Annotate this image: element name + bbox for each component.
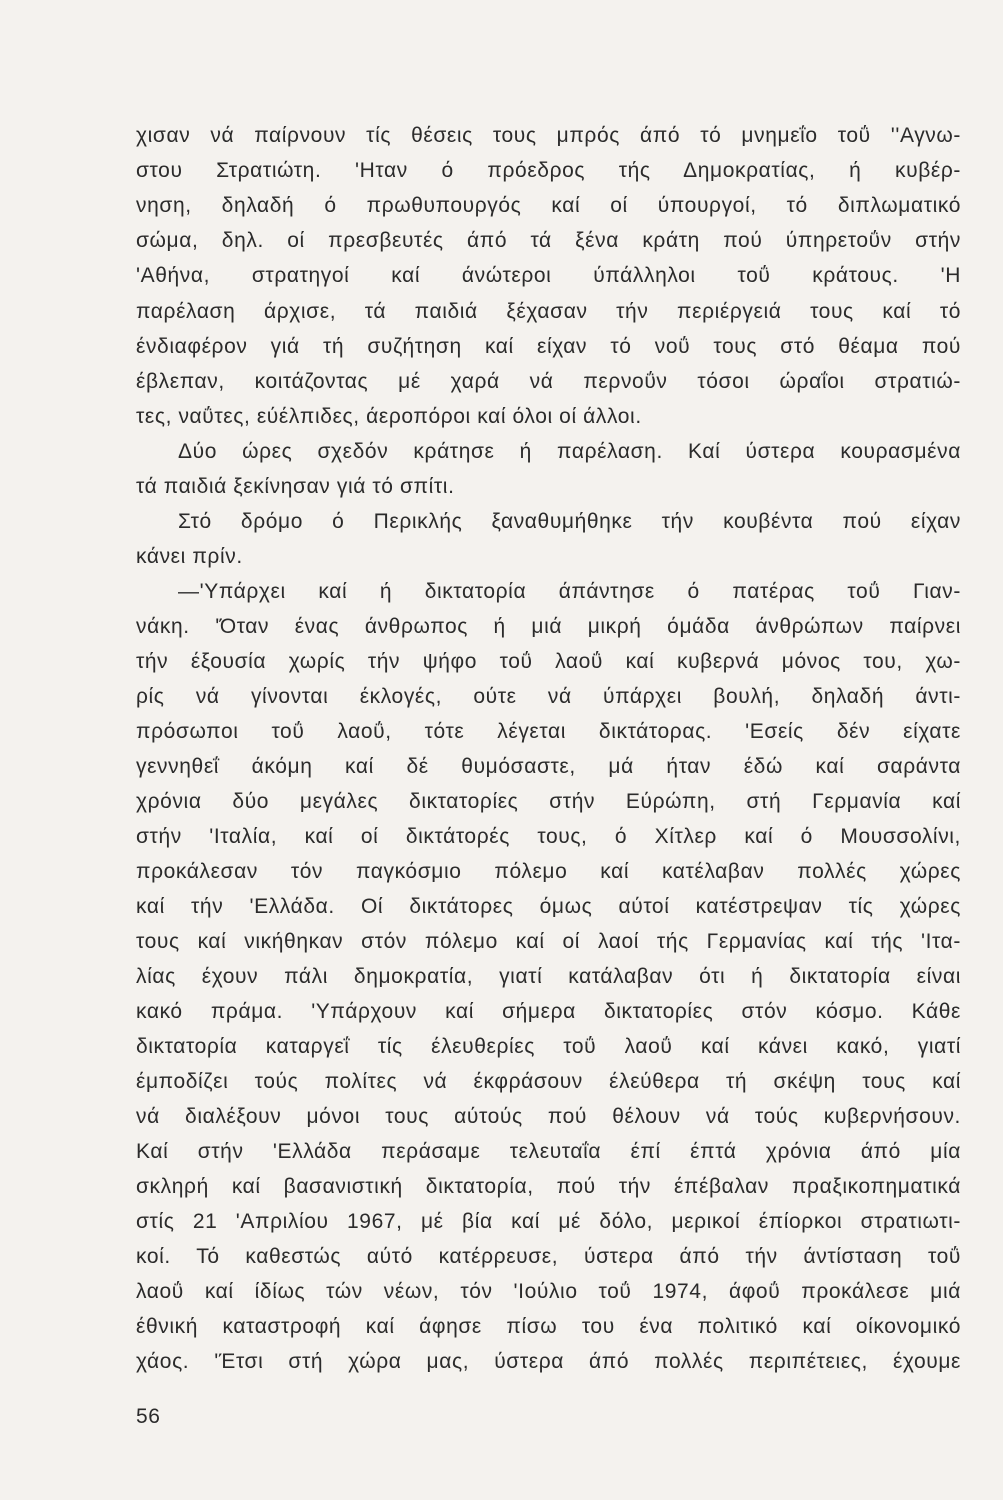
text-line: λαοΰ καί ίδίως τών νέων, τόν 'Ιούλιο τοΰ 1974, άφοΰ προκάλεσε μιά: [136, 1280, 961, 1303]
text-line: τους καί νικήθηκαν στόν πόλεμο καί οί λαοί τής Γερμανίας καί τής 'Ιτα-: [136, 930, 961, 953]
text-line: γεννηθεΐ άκόμη καί δέ θυμόσαστε, μά ήταν έδώ καί σαράντα: [136, 755, 961, 778]
page-number: 56: [136, 1405, 161, 1428]
text-line: παρέλαση άρχισε, τά παιδιά ξέχασαν τήν περιέργειά τους καί τό: [136, 300, 961, 323]
text-line: καί τήν 'Ελλάδα. Οί δικτάτορες όμως αύτοί κατέστρεψαν τίς χώρες: [136, 895, 961, 918]
text-line: προκάλεσαν τόν παγκόσμιο πόλεμο καί κατέλαβαν πολλές χώρες: [136, 860, 961, 883]
text-line: —'Υπάρχει καί ή δικτατορία άπάντησε ό πατέρας τοΰ Γιαν-: [178, 580, 961, 603]
text-line: νάκη. 'Όταν ένας άνθρωπος ή μιά μικρή όμάδα άνθρώπων παίρνει: [136, 615, 961, 638]
text-line: 'Αθήνα, στρατηγοί καί άνώτεροι ύπάλληλοι τοΰ κράτους. 'Η: [136, 264, 961, 287]
text-line: Δύο ώρες σχεδόν κράτησε ή παρέλαση. Καί ύστερα κουρασμένα: [178, 440, 961, 463]
text-line: τες, ναΰτες, εύέλπιδες, άεροπόροι καί όλοι οί άλλοι.: [136, 405, 642, 428]
text-line: κακό πράμα. 'Υπάρχουν καί σήμερα δικτατορίες στόν κόσμο. Κάθε: [136, 1000, 961, 1023]
text-line: τά παιδιά ξεκίνησαν γιά τό σπίτι.: [136, 475, 455, 498]
text-line: χάος. 'Έτσι στή χώρα μας, ύστερα άπό πολλές περιπέτειες, έχουμε: [136, 1350, 961, 1373]
text-line: χισαν νά παίρνουν τίς θέσεις τους μπρός άπό τό μνημεΐο τοΰ ''Αγνω-: [136, 124, 961, 147]
text-line: έμποδίζει τούς πολίτες νά έκφράσουν έλεύθερα τή σκέψη τους καί: [136, 1070, 961, 1093]
text-line: τήν έξουσία χωρίς τήν ψήφο τοΰ λαοΰ καί κυβερνά μόνος του, χω-: [136, 650, 961, 673]
text-line: πρόσωποι τοΰ λαοΰ, τότε λέγεται δικτάτορας. 'Εσείς δέν είχατε: [136, 720, 961, 743]
text-line: έβλεπαν, κοιτάζοντας μέ χαρά νά περνοΰν τόσοι ώραΐοι στρατιώ-: [136, 370, 961, 393]
text-line: στου Στρατιώτη. 'Ηταν ό πρόεδρος τής Δημοκρατίας, ή κυβέρ-: [136, 159, 961, 182]
text-line: έθνική καταστροφή καί άφησε πίσω του ένα πολιτικό καί οίκονομικό: [136, 1315, 961, 1338]
text-line: σώμα, δηλ. οί πρεσβευτές άπό τά ξένα κράτη πού ύπηρετοΰν στήν: [136, 229, 961, 252]
text-line: νηση, δηλαδή ό πρωθυπουργός καί οί ύπουργοί, τό διπλωματικό: [136, 194, 961, 217]
text-line: στήν 'Ιταλία, καί οί δικτάτορές τους, ό Χίτλερ καί ό Μουσσολίνι,: [136, 825, 961, 848]
text-line: Καί στήν 'Ελλάδα περάσαμε τελευταΐα έπί έπτά χρόνια άπό μία: [136, 1140, 961, 1163]
text-line: Στό δρόμο ό Περικλής ξαναθυμήθηκε τήν κουβέντα πού είχαν: [178, 510, 961, 533]
text-line: νά διαλέξουν μόνοι τους αύτούς πού θέλουν νά τούς κυβερνήσουν.: [136, 1105, 961, 1128]
text-line: σκληρή καί βασανιστική δικτατορία, πού τήν έπέβαλαν πραξικοπηματικά: [136, 1175, 961, 1198]
text-line: κοί. Τό καθεστώς αύτό κατέρρευσε, ύστερα άπό τήν άντίσταση τοΰ: [136, 1245, 961, 1268]
text-line: κάνει πρίν.: [136, 545, 243, 568]
text-line: λίας έχουν πάλι δημοκρατία, γιατί κατάλαβαν ότι ή δικτατορία είναι: [136, 965, 961, 988]
text-line: δικτατορία καταργεΐ τίς έλευθερίες τοΰ λαοΰ καί κάνει κακό, γιατί: [136, 1035, 961, 1058]
text-line: στίς 21 'Απριλίου 1967, μέ βία καί μέ δόλο, μερικοί έπίορκοι στρατιωτι-: [136, 1210, 961, 1233]
text-line: ένδιαφέρον γιά τή συζήτηση καί είχαν τό νοΰ τους στό θέαμα πού: [136, 335, 961, 358]
text-line: χρόνια δύο μεγάλες δικτατορίες στήν Εύρώπη, στή Γερμανία καί: [136, 790, 961, 813]
text-line: ρίς νά γίνονται έκλογές, ούτε νά ύπάρχει βουλή, δηλαδή άντι-: [136, 685, 961, 708]
